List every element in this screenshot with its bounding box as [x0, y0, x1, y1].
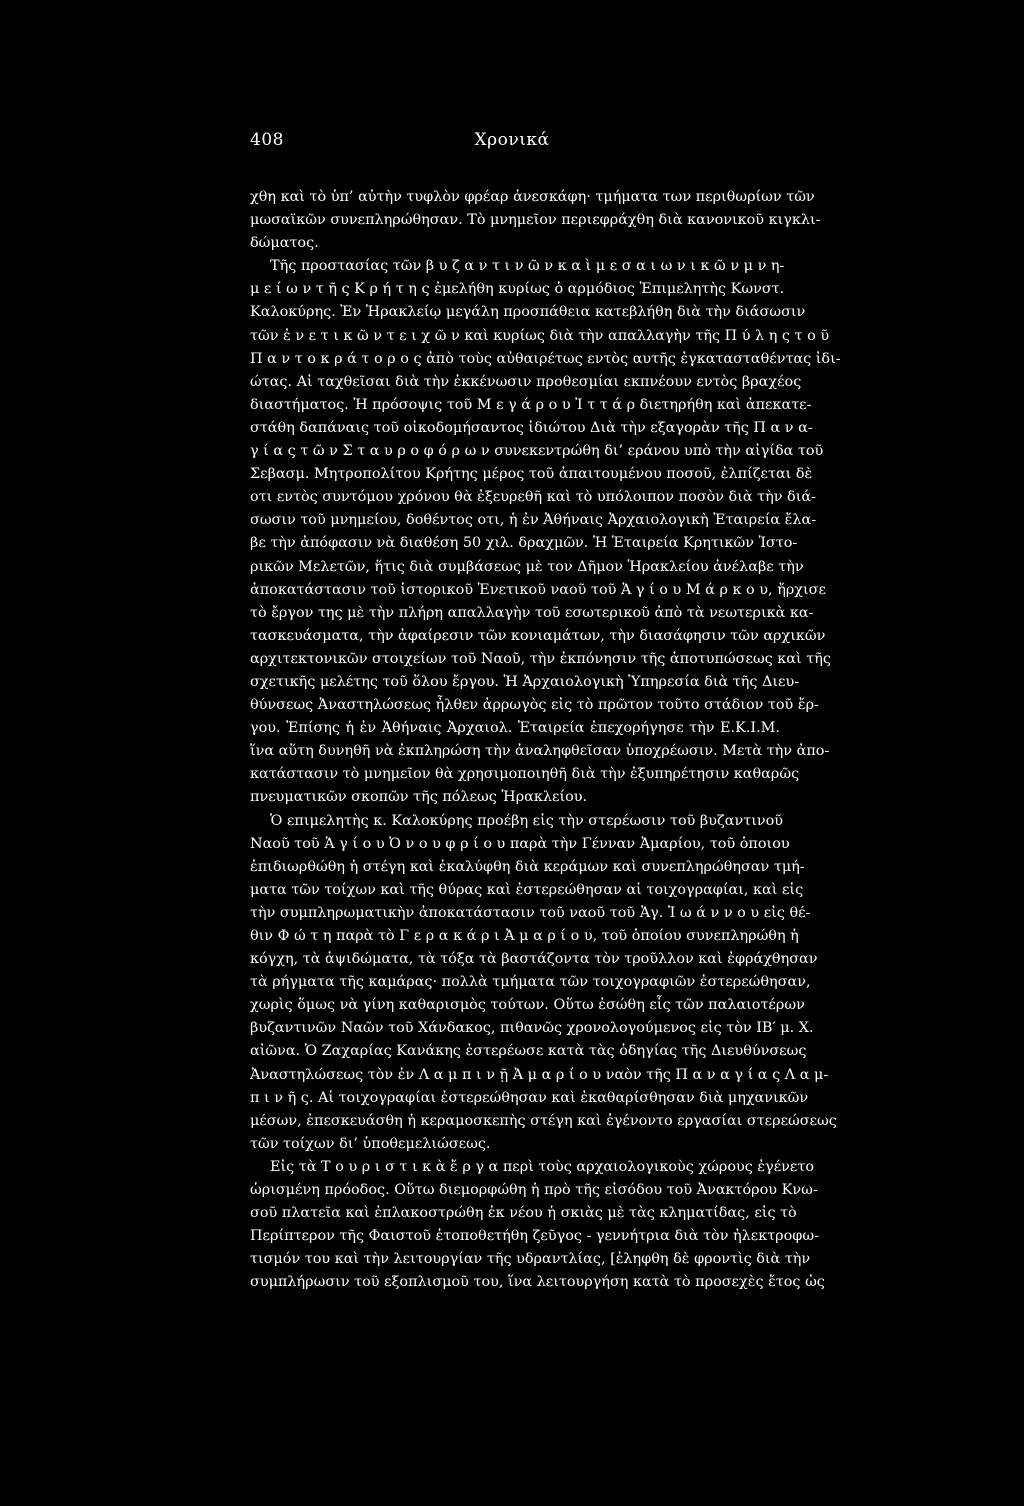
- text-line: Σεβασμ. Μητροπολίτου Κρήτης μέρος τοῦ ἀπαιτουμένου ποσοῦ, ἐλπίζεται δὲ: [250, 466, 813, 483]
- text-line: διαστήματος. Ἡ πρόσοψις τοῦ Μ ε γ ά ρ ο υ Ἰ τ τ ά ρ διετηρήθη καὶ ἀπεκατε-: [250, 396, 812, 413]
- text-line: ἐπιδιωρθώθη ἡ στέγη καὶ ἐκαλύφθη διὰ κεράμων καὶ συνεπληρώθησαν τμή-: [250, 858, 805, 875]
- text-line: τῶν τοίχων δι’ ὑποθεμελιώσεως.: [250, 1135, 491, 1152]
- text-line: μωσαϊκῶν συνεπληρώθησαν. Τὸ μνημεῖον περιεφράχθη διὰ κανονικοῦ κιγκλι-: [250, 212, 821, 229]
- text-line: σχετικῆς μελέτης τοῦ ὅλου ἔργου. Ἡ Ἀρχαιολογικὴ Ὑπηρεσία διὰ τῆς Διευ-: [250, 673, 800, 690]
- text-line: δώματος.: [250, 235, 319, 252]
- text-line: Π α ν τ ο κ ρ ά τ ο ρ ο ς ἀπὸ τοὺς αὐθαιρέτως εντὸς αυτῆς ἐγκατασταθέντας ἰδι-: [250, 350, 841, 367]
- text-line: Περίπτερον τῆς Φαιστοῦ ἐτοποθετήθη ζεῦγος - γεννήτρια διὰ τὸν ἠλεκτροφω-: [250, 1228, 819, 1245]
- text-line: Ἀναστηλώσεως τὸν ἐν Λ α μ π ι ν ῇ Ἀ μ α ρ ί ο υ ναὸν τῆς Π α ν α γ ί α ς Λ α μ-: [250, 1066, 829, 1083]
- text-line: Ναοῦ τοῦ Ἁ γ ί ο υ Ὀ ν ο υ φ ρ ί ο υ παρὰ τὴν Γένναν Ἀμαρίου, τοῦ ὁποιου: [250, 835, 790, 852]
- text-line: Καλοκύρης. Ἐν Ἡρακλείῳ μεγάλη προσπάθεια κατεβλήθη διὰ τὴν διάσωσιν: [250, 304, 806, 321]
- text-line: σωσιν τοῦ μνημείου, δοθέντος οτι, ἡ ἐν Ἀθήναις Ἀρχαιολογικὴ Ἑταιρεία ἔλα-: [250, 512, 817, 529]
- text-line: συμπλήρωσιν τοῦ εξοπλισμοῦ του, ἵνα λειτουργήση κατὰ τὸ προσεχὲς ἔτος ὡς: [250, 1274, 825, 1291]
- text-line: οτι εντὸς συντόμου χρόνου θὰ ἐξευρεθῆ καὶ τὸ υπόλοιπον ποσὸν διὰ τὴν διά-: [250, 489, 816, 506]
- text-line: θιν Φ ώ τ η παρὰ τὸ Γ ε ρ α κ ά ρ ι Ἀ μ α ρ ί ο υ, τοῦ ὁποίου συνεπληρώθη ἡ: [250, 928, 799, 944]
- text-line: βε τὴν ἀπόφασιν νὰ διαθέση 50 χιλ. δραχμῶν. Ἡ Ἑταιρεία Κρητικῶν Ἱστο-: [250, 535, 798, 552]
- text-line: ρικῶν Μελετῶν, ἥτις διὰ συμβάσεως μὲ τον Δῆμον Ἡρακλείου ἀνέλαβε τὴν: [250, 558, 804, 575]
- text-line: Τῆς προστασίας τῶν β υ ζ α ν τ ι ν ῶ ν κ α ὶ μ ε σ α ι ω ν ι κ ῶ ν μ ν η-: [270, 258, 785, 275]
- text-line: τισμόν του καὶ τὴν λειτουργίαν τῆς υδραντλίας, [ἐληφθη δὲ φροντὶς διὰ τὴν: [250, 1251, 811, 1268]
- text-line: τασκευάσματα, τὴν ἀφαίρεσιν τῶν κονιαμάτων, τὴν διασάφησιν τῶν αρχικῶν: [250, 627, 826, 644]
- body-text: [250, 186, 841, 1295]
- page-number: 408: [250, 130, 284, 150]
- text-line: ἀποκατάστασιν τοῦ ἱστορικοῦ Ἑνετικοῦ ναοῦ τοῦ Ἁ γ ί ο υ Μ ά ρ κ ο υ, ἤρχισε: [250, 581, 826, 598]
- text-line: Εἰς τὰ Τ ο υ ρ ι σ τ ι κ ὰ ἔ ρ γ α περὶ τοὺς αρχαιολογικοὺς χώρους ἐγένετο: [270, 1158, 814, 1175]
- text-line: τῶν ἐ ν ε τ ι κ ῶ ν τ ε ι χ ῶ ν καὶ κυρίως διὰ τὴν απαλλαγὴν τῆς Π ύ λ η ς τ ο ῦ: [250, 327, 830, 344]
- text-line: μ ε ί ω ν τ ῆ ς Κ ρ ή τ η ς ἐμελήθη κυρίως ὁ αρμόδιος Ἐπιμελητὴς Κωνστ.: [250, 281, 785, 298]
- text-line: θύνσεως Ἀναστηλώσεως ἦλθεν ἀρρωγὸς εἰς τὸ πρῶτον τοῦτο στάδιον τοῦ ἔρ-: [250, 697, 819, 714]
- text-line: π ι ν ῆ ς. Αἱ τοιχογραφίαι ἐστερεώθησαν καὶ ἐκαθαρίσθησαν διὰ μηχανικῶν: [250, 1089, 809, 1106]
- text-line: σοῦ πλατεῖα καὶ ἐπλακοστρώθη ἐκ νέου ἡ σκιὰς μὲ τὰς κληματίδας, εἰς τὸ: [250, 1205, 797, 1222]
- text-line: ώτας. Αἱ ταχθεῖσαι διὰ τὴν ἐκκένωσιν προθεσμίαι εκπνέουν εντὸς βραχέος: [250, 373, 802, 390]
- text-line: πνευματικῶν σκοπῶν τῆς πόλεως Ἡρακλείου.: [250, 789, 588, 806]
- text-line: βυζαντινῶν Ναῶν τοῦ Χάνδακος, πιθανῶς χρονολογούμενος εἰς τὸν ΙΒ′ μ. Χ.: [250, 1020, 814, 1037]
- text-line: χθη καὶ τὸ ὑπ’ αὐτὴν τυφλὸν φρέαρ ἀνεσκάφη· τμήματα των περιθωρίων τῶν: [250, 189, 815, 205]
- text-line: τὴν συμπληρωματικὴν ἀποκατάστασιν τοῦ ναοῦ τοῦ Ἁγ. Ἰ ω ά ν ν ο υ εἰς θέ-: [250, 904, 811, 921]
- page-header: [250, 130, 774, 160]
- text-line: ὡρισμένη πρόοδος. Οὕτω διεμορφώθη ἡ πρὸ τῆς εἰσόδου τοῦ Ἀνακτόρου Κνω-: [250, 1182, 818, 1199]
- text-line: αρχιτεκτονικῶν στοιχείων τοῦ Ναοῦ, τὴν ἐκπόνησιν τῆς ἀποτυπώσεως καὶ τῆς: [250, 650, 831, 667]
- text-line: γ ί α ς τ ῶ ν Σ τ α υ ρ ο φ ό ρ ω ν συνεκεντρώθη δι’ εράνου υπὸ τὴν αἰγίδα τοῦ: [250, 443, 824, 460]
- text-line: αἰῶνα. Ὁ Ζαχαρίας Κανάκης ἐστερέωσε κατὰ τὰς ὁδηγίας τῆς Διευθύνσεως: [250, 1043, 807, 1060]
- running-title: Χρονικά: [474, 130, 550, 150]
- text-line: γου. Ἐπίσης ἡ ἐν Ἀθήναις Ἀρχαιολ. Ἑταιρεία ἐπεχορήγησε τὴν Ε.Κ.Ι.Μ.: [250, 720, 780, 737]
- text-line: Ὁ επιμελητὴς κ. Καλοκύρης προέβη εἰς τὴν στερέωσιν τοῦ βυζαντινοῦ: [270, 812, 784, 829]
- text-line: στάθη δαπάναις τοῦ οἰκοδομήσαντος ἰδιώτου Διὰ τὴν εξαγορὰν τῆς Π α ν α-: [250, 419, 813, 436]
- text-line: μέσων, ἐπεσκευάσθη ἡ κεραμοσκεπὴς στέγη καὶ ἐγένοντο εργασίαι στερεώσεως: [250, 1112, 837, 1129]
- text-line: κατάστασιν τὸ μνημεῖον θὰ χρησιμοποιηθῆ διὰ τὴν ἐξυπηρέτησιν καθαρῶς: [250, 766, 800, 783]
- text-line: χωρὶς ὅμως νὰ γίνη καθαρισμὸς τούτων. Οὕτω ἐσώθη εἷς τῶν παλαιοτέρων: [250, 997, 805, 1014]
- text-line: τὰ ρήγματα τῆς καμάρας· πολλὰ τμήματα τῶν τοιχογραφιῶν ἐστερεώθησαν,: [250, 974, 811, 991]
- text-line: κόγχη, τὰ ἀψιδώματα, τὰ τόξα τὰ βαστάζοντα τὸν τροῦλλον καὶ ἐφράχθησαν: [250, 951, 818, 968]
- text-line: ματα τῶν τοίχων καὶ τῆς θύρας καὶ ἐστερεώθησαν αἱ τοιχογραφίαι, καὶ εἰς: [250, 881, 804, 898]
- text-line: ἵνα αὕτη δυνηθῆ νὰ ἐκπληρώση τὴν ἀναληφθεῖσαν ὑποχρέωσιν. Μετὰ τὴν ἀπο-: [250, 743, 830, 760]
- text-line: τὸ ἔργον της μὲ τὴν πλήρη απαλλαγὴν τοῦ εσωτερικοῦ ἀπὸ τὰ νεωτερικὰ κα-: [250, 604, 814, 621]
